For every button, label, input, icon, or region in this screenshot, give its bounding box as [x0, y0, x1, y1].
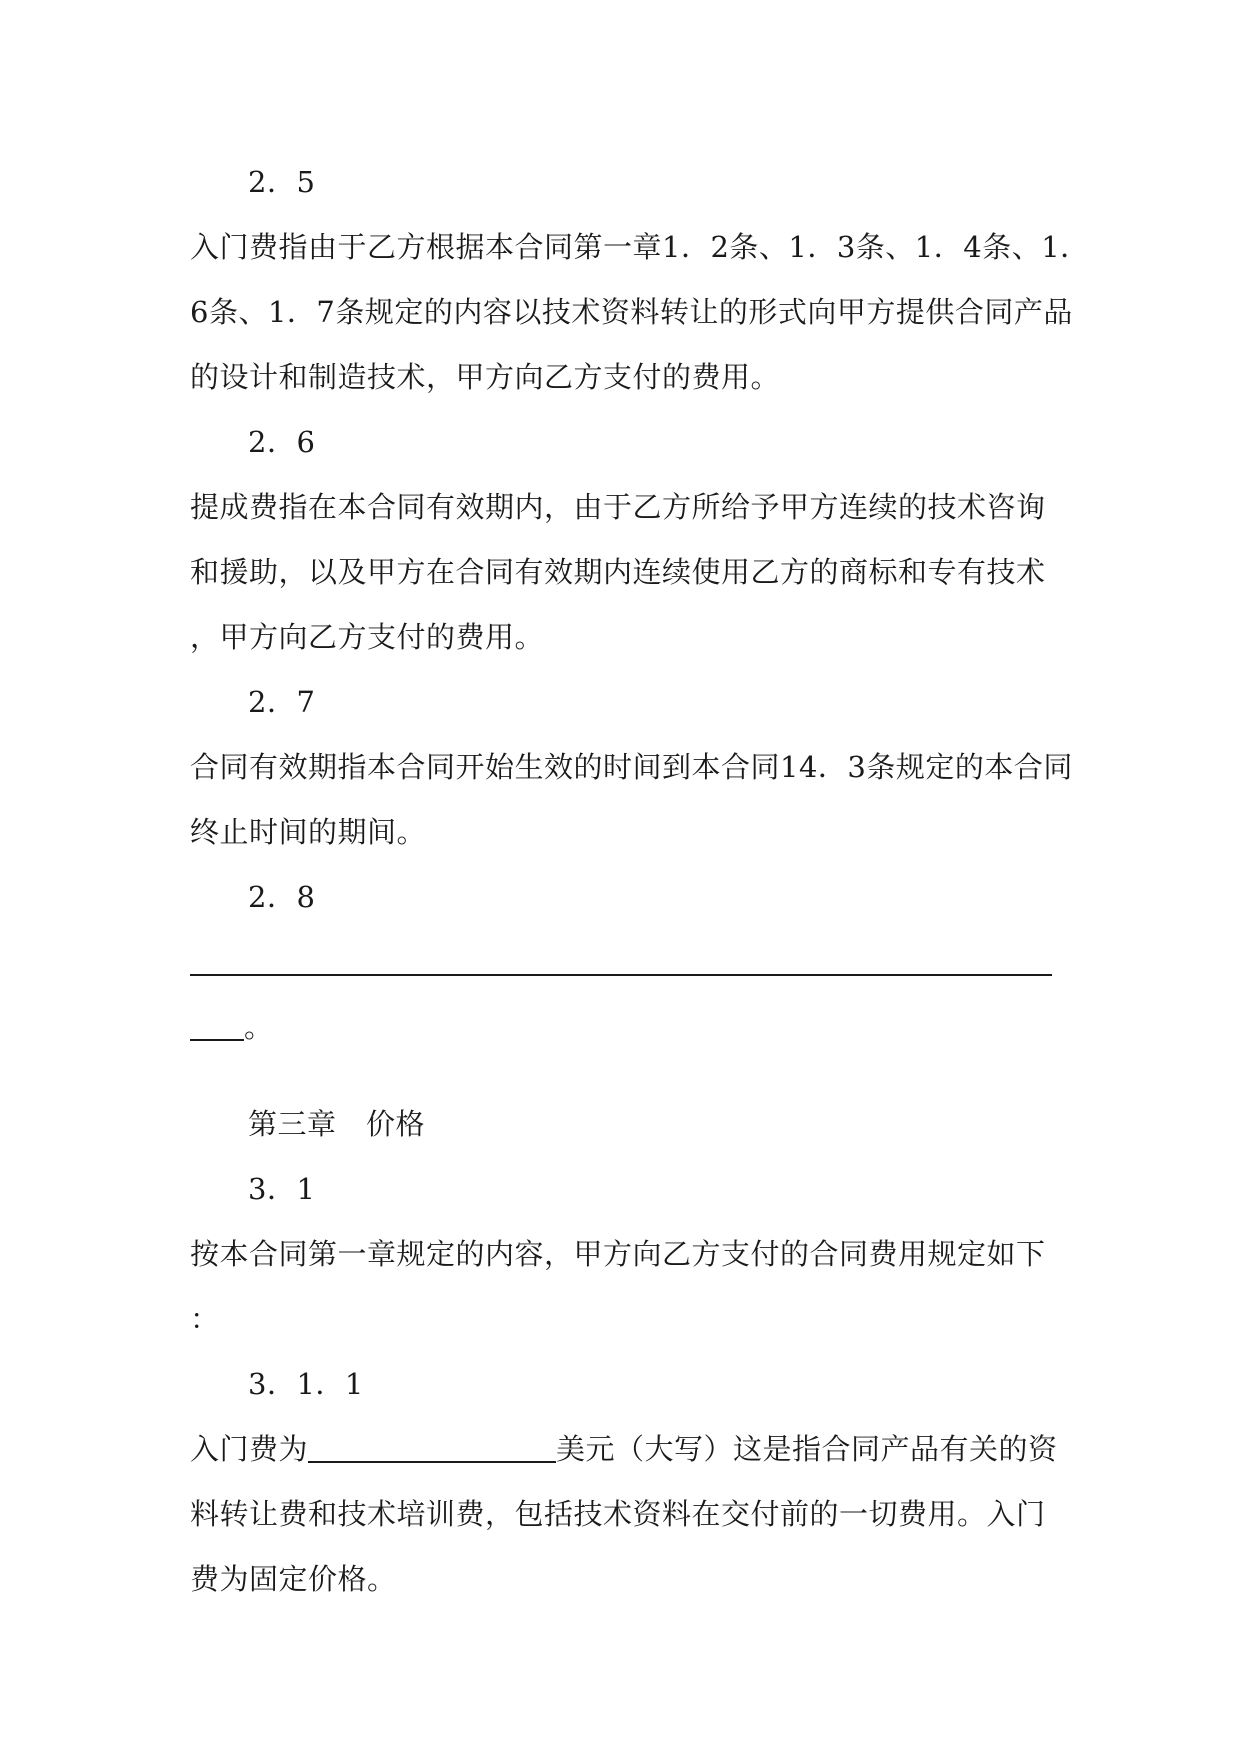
clause-number-2-8: 2．8 — [248, 880, 316, 914]
clause-2-5-line-3: 的设计和制造技术，甲方向乙方支付的费用。 — [190, 360, 781, 394]
clause-number-2-7: 2．7 — [248, 685, 316, 719]
section-spacer — [190, 1060, 1055, 1092]
fill-in-blank-underline — [190, 973, 1052, 976]
clause-number-3-1-1: 3．1．1 — [248, 1367, 364, 1401]
entry-fee-amount-blank — [308, 1460, 556, 1463]
clause-3-1-1-line-1 — [190, 1417, 1058, 1482]
clause-2-8-blank-line — [190, 930, 1055, 995]
clause-2-5-line-1: 入门费指由于乙方根据本合同第一章1．2条、1．3条、1．4条、1． — [190, 230, 1090, 264]
entry-fee-prefix: 入门费为 — [190, 1432, 309, 1466]
clause-number-3-1: 3．1 — [248, 1172, 316, 1206]
clause-2-6-line-2: 和援助，以及甲方在合同有效期内连续使用乙方的商标和专有技术 — [190, 555, 1046, 589]
clause-2-7-line-1: 合同有效期指本合同开始生效的时间到本合同14．3条规定的本合同 — [190, 750, 1073, 784]
clause-3-1-line-2: ： — [190, 1302, 220, 1336]
clause-3-1-1-line-2: 料转让费和技术培训费，包括技术资料在交付前的一切费用。入门 — [190, 1497, 1046, 1531]
clause-2-5-line-2: 6条、1．7条规定的内容以技术资料转让的形式向甲方提供合同产品 — [190, 295, 1073, 329]
clause-number-2-5: 2．5 — [248, 165, 316, 199]
clause-number-2-6: 2．6 — [248, 425, 316, 459]
clause-2-6-line-1: 提成费指在本合同有效期内，由于乙方所给予甲方连续的技术咨询 — [190, 490, 1046, 524]
clause-2-6-line-3: ，甲方向乙方支付的费用。 — [190, 620, 545, 654]
clause-3-1-line-1: 按本合同第一章规定的内容，甲方向乙方支付的合同费用规定如下 — [190, 1237, 1046, 1271]
clause-2-7-line-2: 终止时间的期间。 — [190, 815, 427, 849]
clause-2-8-blank-end — [190, 995, 1055, 1060]
fill-in-blank-underline-end — [190, 1038, 244, 1041]
document-body — [190, 150, 1090, 1612]
chapter-3-heading: 第三章 价格 — [248, 1107, 426, 1141]
clause-2-8-end-mark: 。 — [244, 1010, 274, 1044]
entry-fee-suffix: 美元（大写）这是指合同产品有关的资 — [556, 1432, 1058, 1466]
clause-3-1-1-line-3: 费为固定价格。 — [190, 1562, 397, 1596]
